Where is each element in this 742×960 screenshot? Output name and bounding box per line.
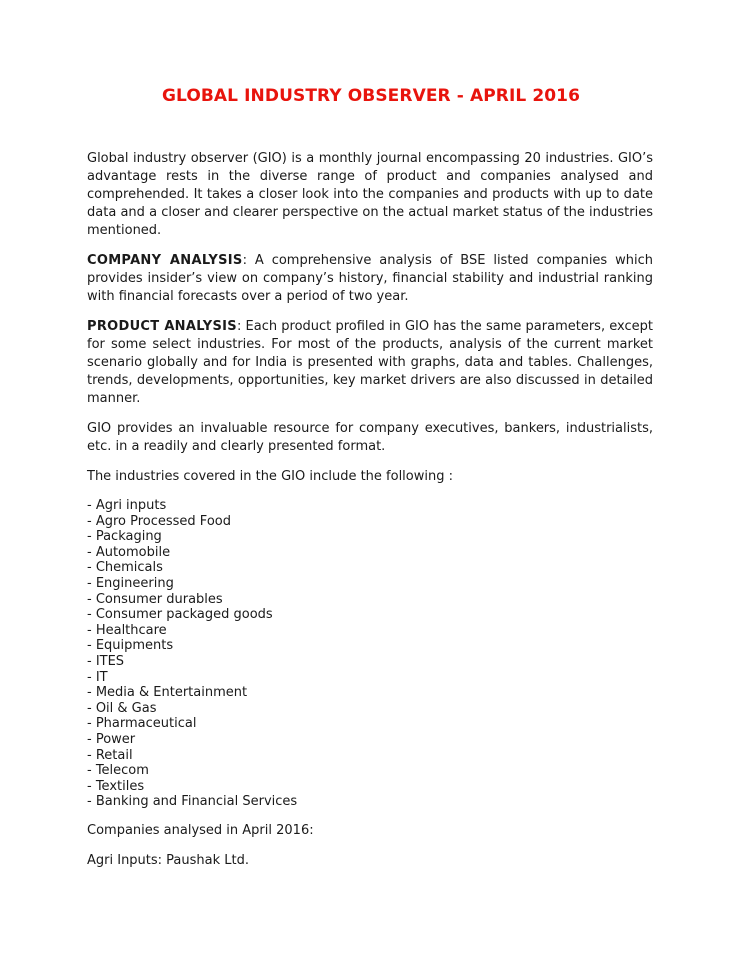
intro-paragraph: Global industry observer (GIO) is a monthly journal encompassing 20 industries. GIO’s advantage rests in the diverse range of product and companies analysed and comprehended. It takes a closer look into the companies and products with up to date data and a closer and clearer perspective on the actual market status of the industries mentioned. [87, 151, 653, 238]
document-title: GLOBAL INDUSTRY OBSERVER - APRIL 2016 [161, 86, 581, 106]
list-item: - Automobile [87, 544, 171, 560]
list-item: - Equipments [87, 638, 174, 654]
list-item: - Banking and Financial Services [87, 794, 298, 810]
resource-paragraph: GIO provides an invaluable resource for company executives, bankers, industrialists, etc. in a readily and clearly presented format. [87, 421, 653, 454]
list-item: - Textiles [87, 778, 145, 794]
list-item: - ITES [87, 653, 125, 669]
industries-list [87, 498, 653, 810]
list-item: - Agro Processed Food [87, 513, 231, 529]
company-analysis-text: : A comprehensive analysis of BSE listed companies which provides insider’s view on company’s history, financial stability and industrial ranking with financial forecasts over a period of two year. [87, 253, 653, 304]
list-item: - Telecom [87, 763, 149, 779]
list-item: - Engineering [87, 575, 174, 591]
product-analysis-text: : Each product profiled in GIO has the same parameters, except for some select industries. For most of the products, analysis of the current market scenario globally and for India is presented with graphs, data and tables. Challenges, trends, developments, opportunities, key market drivers are also discussed in detailed manner. [87, 319, 653, 406]
product-analysis-heading: PRODUCT ANALYSIS [87, 319, 237, 334]
list-item: - Oil & Gas [87, 700, 157, 716]
product-analysis-paragraph [87, 318, 653, 408]
list-item: - Chemicals [87, 560, 163, 576]
companies-line: Agri Inputs: Paushak Ltd. [87, 852, 250, 868]
list-item: - Agri inputs [87, 498, 167, 513]
list-item: - Pharmaceutical [87, 716, 197, 732]
document-body [87, 150, 653, 882]
list-item: - Healthcare [87, 622, 167, 638]
list-item: - Retail [87, 747, 133, 763]
industries-intro: The industries covered in the GIO include the following : [87, 469, 453, 484]
company-analysis-heading: COMPANY ANALYSIS [87, 253, 243, 268]
list-item: - Consumer packaged goods [87, 607, 273, 623]
company-analysis-paragraph [87, 252, 653, 306]
list-item: - Consumer durables [87, 591, 223, 607]
companies-intro: Companies analysed in April 2016: [87, 822, 314, 838]
list-item: - Media & Entertainment [87, 685, 248, 701]
list-item: - Power [87, 731, 136, 747]
list-item: - IT [87, 669, 108, 685]
list-item: - Packaging [87, 529, 162, 545]
